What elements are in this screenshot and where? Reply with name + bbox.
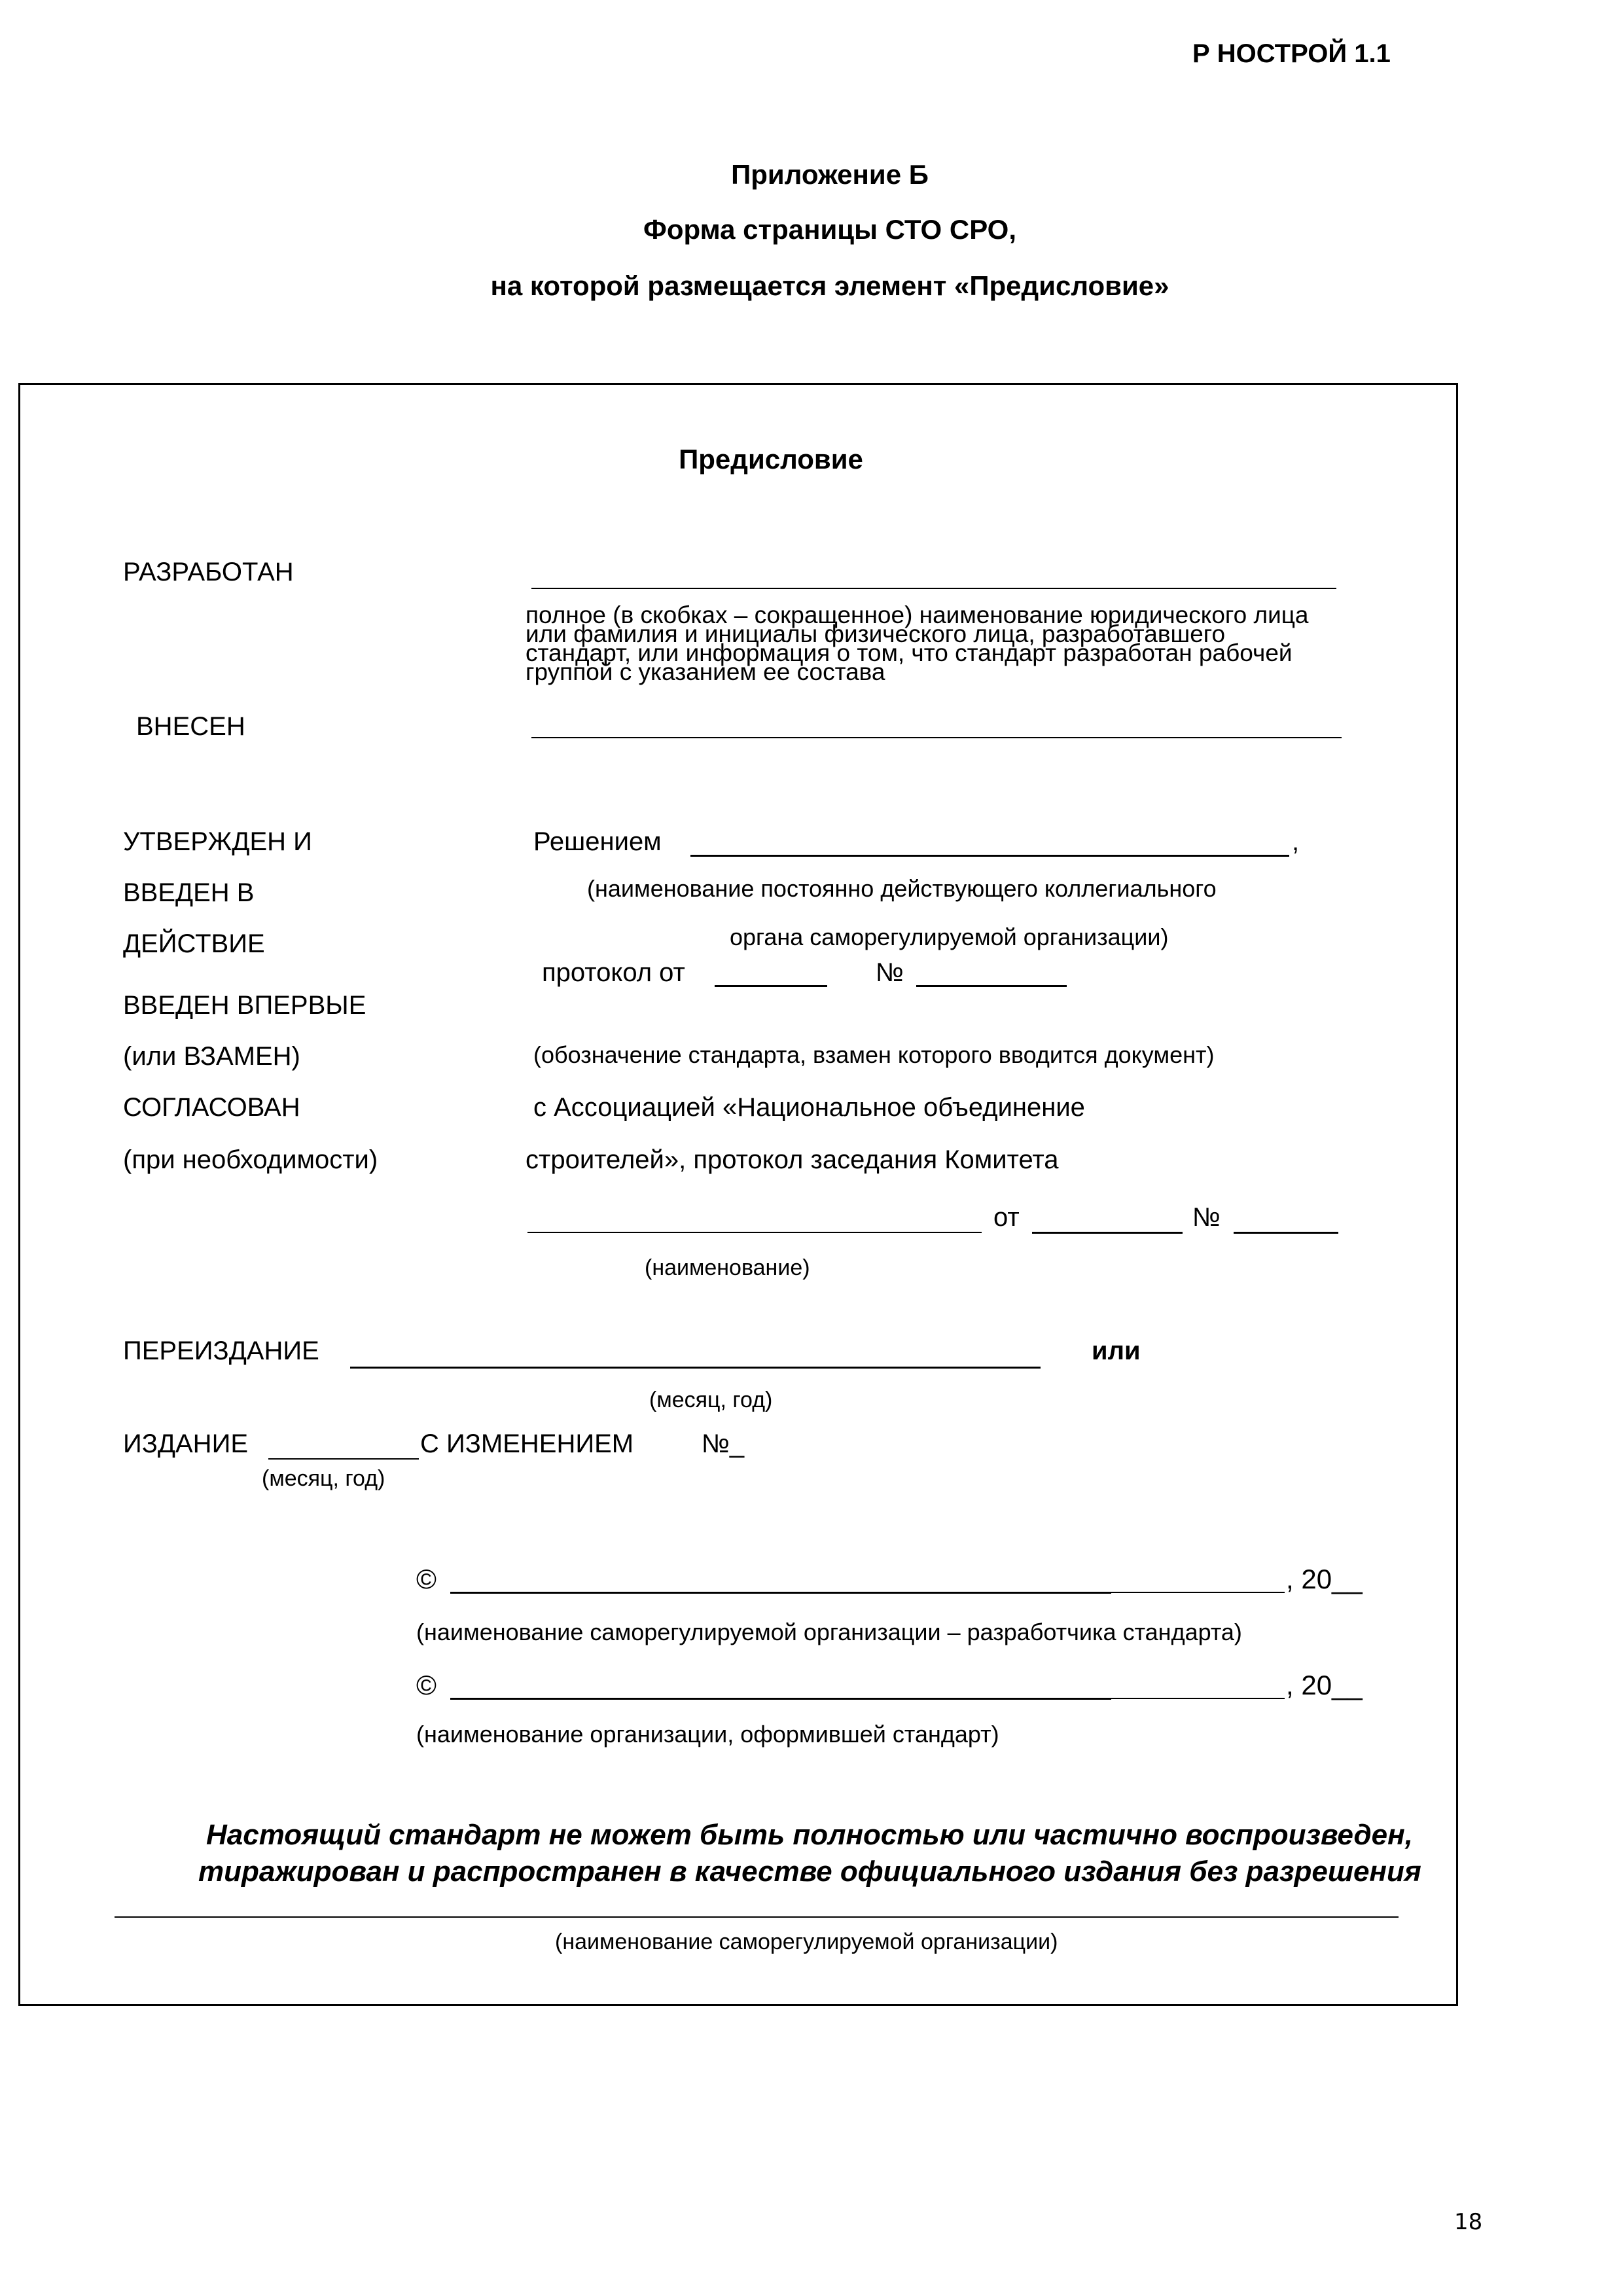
decision-comma: , (1292, 827, 1300, 856)
approved-label-line2: ВВЕДЕН В (123, 878, 255, 907)
edition-number-sign: №_ (702, 1429, 745, 1458)
notice-line1: Настоящий стандарт не может быть полностью или частично воспроизведен, (206, 1819, 1413, 1851)
first-introduced-label-line2: (или ВЗАМЕН) (123, 1042, 300, 1071)
edition-with-change: С ИЗМЕНЕНИЕМ (420, 1429, 634, 1458)
copyright-year-1: , 20__ (1286, 1564, 1363, 1594)
edition-date-line (268, 1458, 419, 1460)
protocol-date-line (715, 985, 827, 987)
copyright-symbol-2: © (416, 1670, 437, 1700)
approved-label-line3: ДЕЙСТВИЕ (123, 929, 265, 958)
copyright-line-1 (450, 1592, 1111, 1594)
developed-label: РАЗРАБОТАН (123, 558, 294, 586)
developed-line (531, 588, 1336, 589)
committee-hint: (наименование) (645, 1255, 810, 1280)
approved-label-line1: УТВЕРЖДЕН И (123, 827, 312, 856)
reissue-or: или (1092, 1336, 1141, 1365)
preface-heading: Предисловие (679, 444, 863, 475)
agreed-label-line1: СОГЛАСОВАН (123, 1093, 300, 1122)
edition-label: ИЗДАНИЕ (123, 1429, 248, 1458)
page-number: 18 (1454, 2209, 1483, 2235)
notice-hint: (наименование саморегулируемой организации) (555, 1929, 1058, 1954)
copyright-symbol-1: © (416, 1564, 437, 1594)
copyright-hint-2: (наименование организации, оформившей стандарт) (416, 1721, 999, 1748)
notice-organization-line (115, 1916, 1399, 1918)
copyright-line-2-extension (1111, 1698, 1285, 1699)
form-title-line1: Форма страницы СТО СРО, (643, 214, 1016, 245)
agreed-label-line2: (при необходимости) (123, 1145, 378, 1174)
edition-hint: (месяц, год) (262, 1466, 385, 1491)
appendix-title: Приложение Б (731, 159, 929, 190)
developer-composition-line (531, 737, 1342, 738)
agreed-text-line1: с Ассоциацией «Национальное объединение (533, 1093, 1085, 1122)
introduced-label: ВНЕСЕН (136, 712, 245, 741)
reissue-line (350, 1367, 1041, 1369)
reissue-label: ПЕРЕИЗДАНИЕ (123, 1336, 319, 1365)
copyright-line-1-extension (1111, 1592, 1285, 1593)
decision-hint-line2: органа саморегулируемой организации) (730, 924, 1169, 950)
protocol-number-sign: № (876, 958, 904, 987)
reissue-hint: (месяц, год) (649, 1388, 773, 1412)
decision-line (690, 855, 1289, 857)
decision-prefix: Решением (533, 827, 662, 856)
document-code: Р НОСТРОЙ 1.1 (1192, 39, 1391, 68)
protocol-prefix: протокол от (542, 958, 685, 987)
first-introduced-label-line1: ВВЕДЕН ВПЕРВЫЕ (123, 991, 366, 1020)
replaced-standard-hint: (обозначение стандарта, взамен которого вводится документ) (533, 1041, 1215, 1068)
agreed-number-sign: № (1192, 1203, 1221, 1232)
form-title-line2: на которой размещается элемент «Предисловие» (490, 270, 1169, 301)
agreed-text-line2: строителей», протокол заседания Комитета (526, 1145, 1059, 1174)
decision-hint-line1: (наименование постоянно действующего коллегиального (587, 875, 1217, 902)
copyright-year-2: , 20__ (1286, 1670, 1363, 1700)
agreed-from: от (993, 1203, 1020, 1232)
committee-name-line (527, 1232, 982, 1233)
protocol-number-line (916, 985, 1067, 987)
copyright-line-2 (450, 1698, 1111, 1700)
copyright-hint-1: (наименование саморегулируемой организации – разработчика стандарта) (416, 1619, 1242, 1645)
agreed-number-line (1234, 1232, 1338, 1234)
agreed-date-line (1032, 1232, 1183, 1234)
developed-description: полное (в скобках – сокращенное) наименование юридического лица или фамилия и инициалы физического лица, разработавшего стандарт, или информация о том, что стандарт разработан рабочей группой с указанием ее состава (526, 601, 1309, 685)
notice-line2: тиражирован и распространен в качестве официального издания без разрешения (198, 1856, 1421, 1888)
